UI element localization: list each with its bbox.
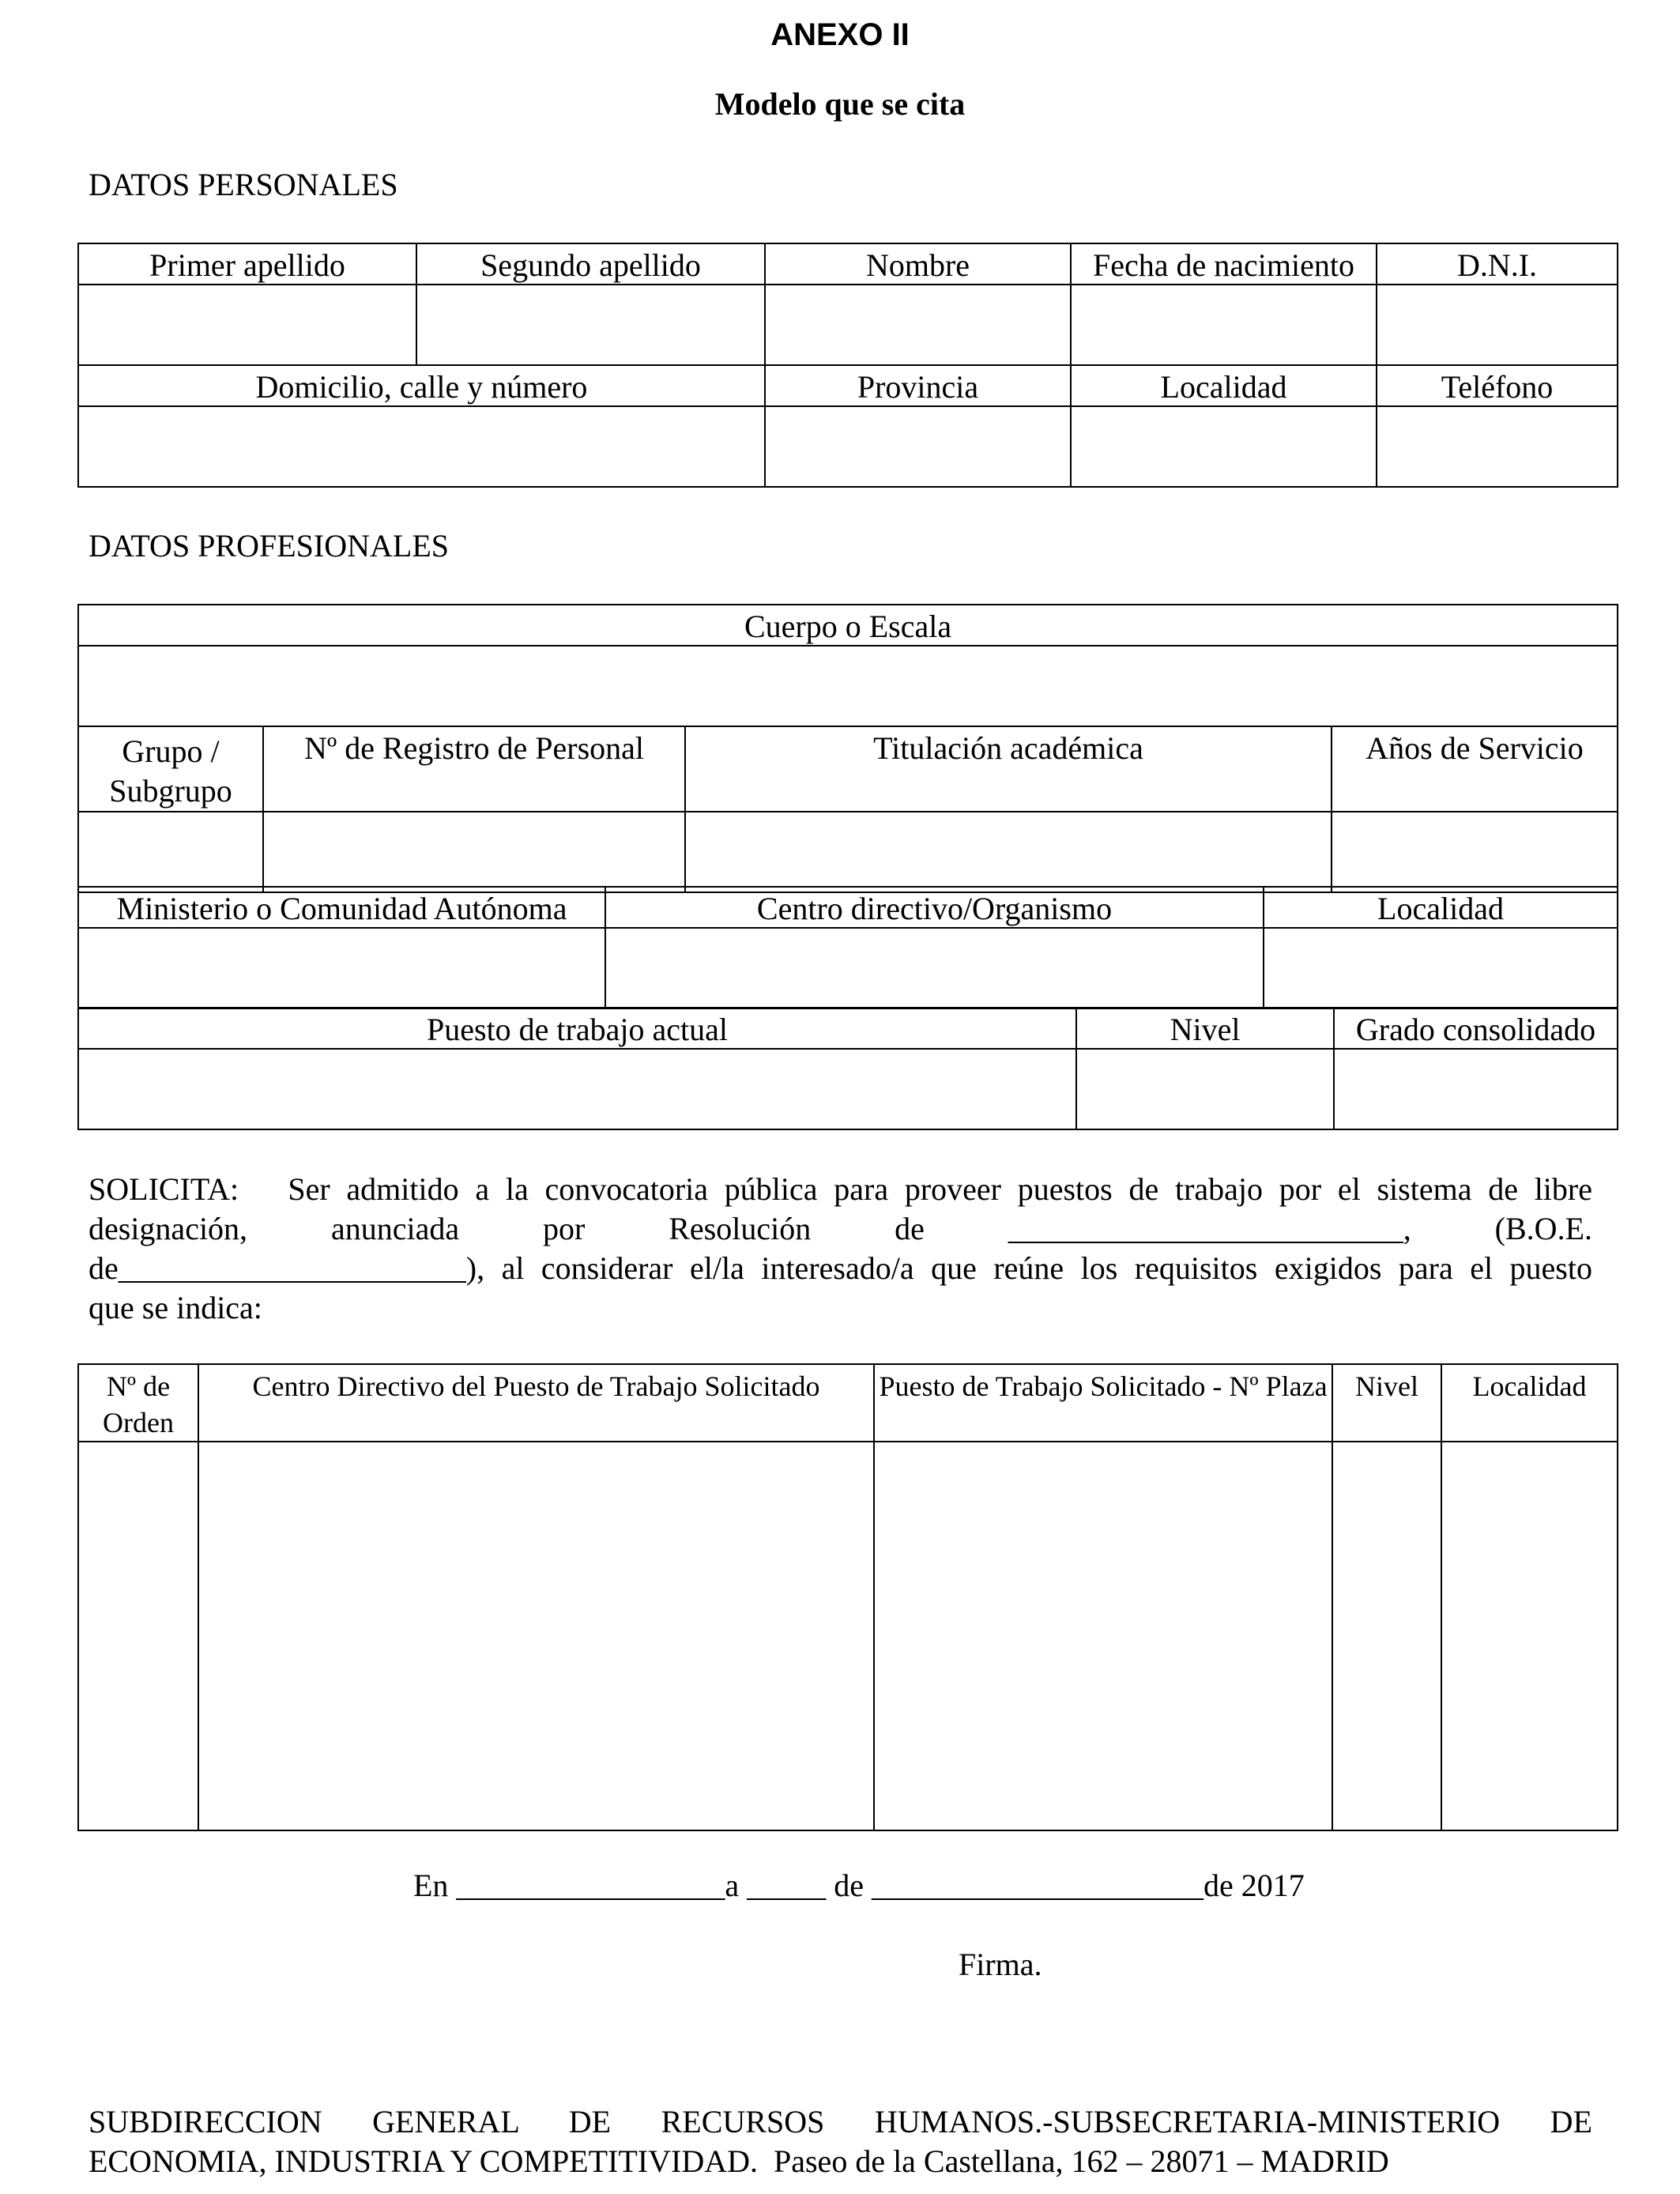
label-nombre: Nombre <box>765 243 1071 285</box>
field-nivel-solicitado[interactable] <box>1332 1442 1441 1830</box>
label-cuerpo-escala: Cuerpo o Escala <box>78 605 1618 646</box>
field-localidad[interactable] <box>1071 406 1377 487</box>
date-line: En _________________a _____ de _____________________de 2017 <box>413 1868 1305 1903</box>
field-domicilio[interactable] <box>78 406 765 487</box>
section-title-professional: DATOS PROFESIONALES <box>89 528 450 564</box>
section-title-personal: DATOS PERSONALES <box>89 167 398 202</box>
header-nivel: Nivel <box>1332 1364 1441 1442</box>
label-primer-apellido: Primer apellido <box>78 243 416 285</box>
field-grado-consolidado[interactable] <box>1334 1049 1618 1129</box>
requested-positions-table <box>77 1363 1618 1831</box>
label-fecha-nacimiento: Fecha de nacimiento <box>1071 243 1377 285</box>
field-fecha-nacimiento[interactable] <box>1071 285 1377 365</box>
label-puesto-actual: Puesto de trabajo actual <box>78 1008 1076 1049</box>
solicita-line-3: de______________________), al considerar el/la interesado/a que reúne los requisitos exigidos para el puesto <box>89 1250 1592 1286</box>
label-localidad: Localidad <box>1071 365 1377 406</box>
document-title: ANEXO II <box>770 17 910 52</box>
solicita-line-2: designación, anunciada por Resolución de _________________________, (B.O.E. <box>89 1211 1592 1246</box>
label-provincia: Provincia <box>765 365 1071 406</box>
field-centro-directivo[interactable] <box>605 928 1264 1008</box>
field-cuerpo-escala[interactable] <box>78 646 1618 726</box>
footer-address <box>89 2102 1592 2181</box>
signature-label: Firma. <box>959 1947 1042 1982</box>
field-anos-servicio[interactable] <box>1332 812 1618 892</box>
field-ministerio[interactable] <box>78 928 605 1008</box>
field-provincia[interactable] <box>765 406 1071 487</box>
label-ministerio: Ministerio o Comunidad Autónoma <box>78 887 605 928</box>
label-grado-consolidado: Grado consolidado <box>1334 1008 1618 1049</box>
label-localidad-profesional: Localidad <box>1264 887 1618 928</box>
field-localidad-profesional[interactable] <box>1264 928 1618 1008</box>
field-nombre[interactable] <box>765 285 1071 365</box>
field-nivel[interactable] <box>1076 1049 1334 1129</box>
footer-line-1: SUBDIRECCION GENERAL DE RECURSOS HUMANOS.-SUBSECRETARIA-MINISTERIO DE <box>89 2104 1592 2139</box>
header-localidad: Localidad <box>1441 1364 1618 1442</box>
label-segundo-apellido: Segundo apellido <box>416 243 765 285</box>
field-segundo-apellido[interactable] <box>416 285 765 365</box>
label-domicilio: Domicilio, calle y número <box>78 365 765 406</box>
field-primer-apellido[interactable] <box>78 285 416 365</box>
label-telefono: Teléfono <box>1377 365 1618 406</box>
professional-position-table <box>77 1007 1618 1130</box>
label-titulacion: Titulación académica <box>685 726 1332 812</box>
field-puesto-actual[interactable] <box>78 1049 1076 1129</box>
label-anos-servicio: Años de Servicio <box>1332 726 1618 812</box>
personal-data-table <box>77 243 1618 488</box>
field-centro-directivo-solicitado[interactable] <box>198 1442 874 1830</box>
document-subtitle: Modelo que se cita <box>714 86 966 122</box>
field-dni[interactable] <box>1377 285 1618 365</box>
label-dni: D.N.I. <box>1377 243 1618 285</box>
solicita-paragraph <box>89 1170 1592 1328</box>
field-registro-personal[interactable] <box>263 812 685 892</box>
footer-line-2: ECONOMIA, INDUSTRIA Y COMPETITIVIDAD. Paseo de la Castellana, 162 – 28071 – MADRID <box>89 2143 1389 2179</box>
professional-location-table <box>77 886 1618 1009</box>
header-centro-directivo: Centro Directivo del Puesto de Trabajo Solicitado <box>198 1364 874 1442</box>
professional-data-table <box>77 604 1618 893</box>
field-localidad-solicitada[interactable] <box>1441 1442 1618 1830</box>
label-registro-personal: Nº de Registro de Personal <box>263 726 685 812</box>
solicita-line-4: que se indica: <box>89 1290 262 1325</box>
label-grupo-subgrupo: Grupo / Subgrupo <box>78 726 263 812</box>
label-nivel: Nivel <box>1076 1008 1334 1049</box>
solicita-line-1: SOLICITA: Ser admitido a la convocatoria pública para proveer puestos de trabajo por el sistema de libre <box>89 1171 1592 1207</box>
field-puesto-plaza[interactable] <box>874 1442 1332 1830</box>
field-grupo-subgrupo[interactable] <box>78 812 263 892</box>
header-puesto-plaza: Puesto de Trabajo Solicitado - Nº Plaza <box>874 1364 1332 1442</box>
field-numero-orden[interactable] <box>78 1442 198 1830</box>
field-titulacion[interactable] <box>685 812 1332 892</box>
label-centro-directivo: Centro directivo/Organismo <box>605 887 1264 928</box>
header-numero-orden: Nº de Orden <box>78 1364 198 1442</box>
field-telefono[interactable] <box>1377 406 1618 487</box>
